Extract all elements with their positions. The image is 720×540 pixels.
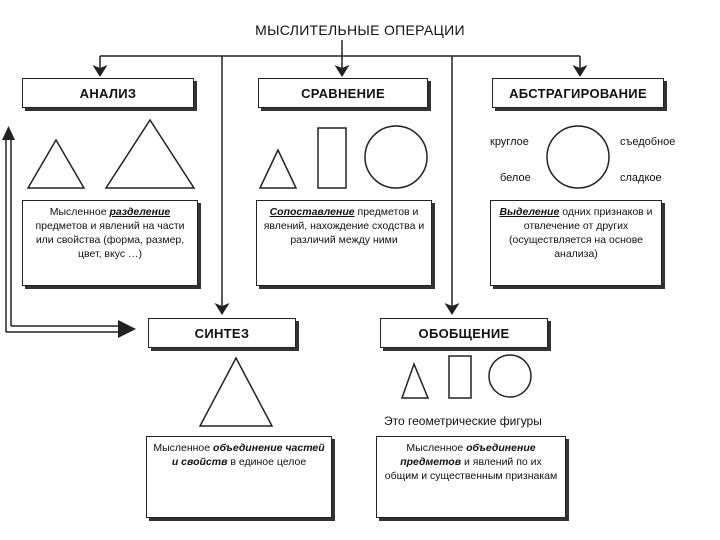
label-round: круглое — [490, 136, 529, 148]
generalization-caption: Это геометрические фигуры — [384, 414, 542, 428]
abstraction-description: Выделение одних признаков и отвлечение от других (осуществляется на основе анализа) — [490, 200, 662, 286]
label-white: белое — [500, 172, 531, 184]
synthesis-triangle-icon — [200, 358, 272, 426]
large-triangle-icon — [106, 120, 194, 188]
generalization-description: Мысленное объединение предметов и явлений по их общим и существенным признакам — [376, 436, 566, 518]
comparison-box: СРАВНЕНИЕ — [258, 78, 428, 108]
small-triangle-icon — [28, 140, 84, 188]
synthesis-box: СИНТЕЗ — [148, 318, 296, 348]
generalization-rectangle-icon — [449, 356, 471, 398]
comparison-circle-icon — [365, 126, 427, 188]
comparison-description: Сопоставление предметов и явлений, нахождение сходства и различий между ними — [256, 200, 432, 286]
label-edible: съедобное — [620, 136, 676, 148]
generalization-triangle-icon — [402, 364, 428, 398]
diagram-title: МЫСЛИТЕЛЬНЫЕ ОПЕРАЦИИ — [255, 22, 465, 38]
generalization-box: ОБОБЩЕНИЕ — [380, 318, 548, 348]
comparison-rectangle-icon — [318, 128, 346, 188]
label-sweet: сладкое — [620, 172, 662, 184]
arrow-to-synthesis-loop — [118, 320, 136, 338]
comparison-triangle-icon — [260, 150, 296, 188]
generalization-circle-icon — [489, 355, 531, 397]
abstraction-box: АБСТРАГИРОВАНИЕ — [492, 78, 664, 108]
arrow-up-loop — [2, 126, 15, 140]
analysis-description: Мысленное разделение предметов и явлений на части или свойства (форма, размер, цвет, вкус …) — [22, 200, 198, 286]
abstraction-circle-icon — [547, 126, 609, 188]
synthesis-description: Мысленное объединение частей и свойств в единое целое — [146, 436, 332, 518]
analysis-box: АНАЛИЗ — [22, 78, 194, 108]
